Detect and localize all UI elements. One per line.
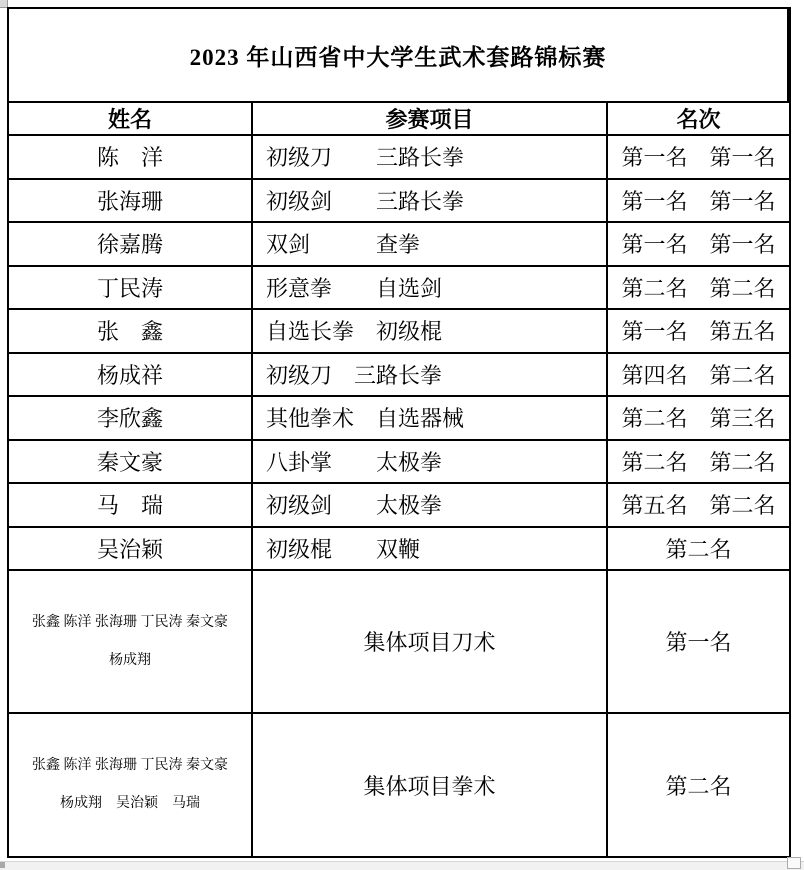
rank-cell: 第二名 第二名 <box>608 441 789 485</box>
events-cell: 初级刀 三路长拳 <box>253 136 608 180</box>
results-table <box>7 7 791 858</box>
events-cell: 集体项目刀术 <box>253 571 608 714</box>
name-cell: 杨成祥 <box>9 354 253 398</box>
events-cell: 八卦掌 太极拳 <box>253 441 608 485</box>
scrollbar-left-nub[interactable] <box>0 862 5 868</box>
rank-cell: 第二名 第二名 <box>608 267 789 311</box>
group-names-line1: 张鑫 陈洋 张海珊 丁民涛 秦文豪 <box>32 614 228 630</box>
name-cell: 徐嘉腾 <box>9 223 253 267</box>
table-title: 2023 年山西省中大学生武术套路锦标赛 <box>9 9 789 103</box>
name-cell: 李欣鑫 <box>9 397 253 441</box>
horizontal-scrollbar-track[interactable] <box>0 861 804 870</box>
scrollbar-corner[interactable] <box>787 857 801 869</box>
events-cell: 其他拳术 自选器械 <box>253 397 608 441</box>
events-cell: 双剑 查拳 <box>253 223 608 267</box>
name-cell: 张海珊 <box>9 180 253 224</box>
column-header-rank: 名次 <box>608 103 789 136</box>
events-cell: 自选长拳 初级棍 <box>253 310 608 354</box>
rank-cell: 第二名 <box>608 528 789 572</box>
rank-cell: 第二名 第三名 <box>608 397 789 441</box>
name-cell: 吴治颖 <box>9 528 253 572</box>
events-cell: 初级剑 三路长拳 <box>253 180 608 224</box>
group-names-cell <box>9 714 253 856</box>
rank-cell: 第五名 第二名 <box>608 484 789 528</box>
rank-cell: 第一名 第一名 <box>608 136 789 180</box>
rank-cell: 第一名 第一名 <box>608 180 789 224</box>
rank-cell: 第二名 <box>665 773 732 799</box>
column-header-events: 参赛项目 <box>253 103 608 136</box>
events-cell: 初级棍 双鞭 <box>253 528 608 572</box>
group-names-cell <box>9 571 253 714</box>
events-cell: 形意拳 自选剑 <box>253 267 608 311</box>
name-cell: 秦文豪 <box>9 441 253 485</box>
events-cell: 初级刀 三路长拳 <box>253 354 608 398</box>
name-cell: 陈 洋 <box>9 136 253 180</box>
events-cell: 集体项目拳术 <box>253 714 608 856</box>
group-names-line1: 张鑫 陈洋 张海珊 丁民涛 秦文豪 <box>32 758 228 773</box>
name-cell: 丁民涛 <box>9 267 253 311</box>
rank-cell: 第四名 第二名 <box>608 354 789 398</box>
events-cell: 初级剑 太极拳 <box>253 484 608 528</box>
rank-cell: 第一名 <box>608 571 789 714</box>
rank-cell: 第一名 第五名 <box>608 310 789 354</box>
name-cell: 马 瑞 <box>9 484 253 528</box>
name-cell: 张 鑫 <box>9 310 253 354</box>
group-names-line2: 杨成翔 吴治颖 马瑞 <box>60 796 200 811</box>
column-header-name: 姓名 <box>9 103 253 136</box>
group-names-line2: 杨成翔 <box>109 652 151 668</box>
rank-cell: 第一名 第一名 <box>608 223 789 267</box>
